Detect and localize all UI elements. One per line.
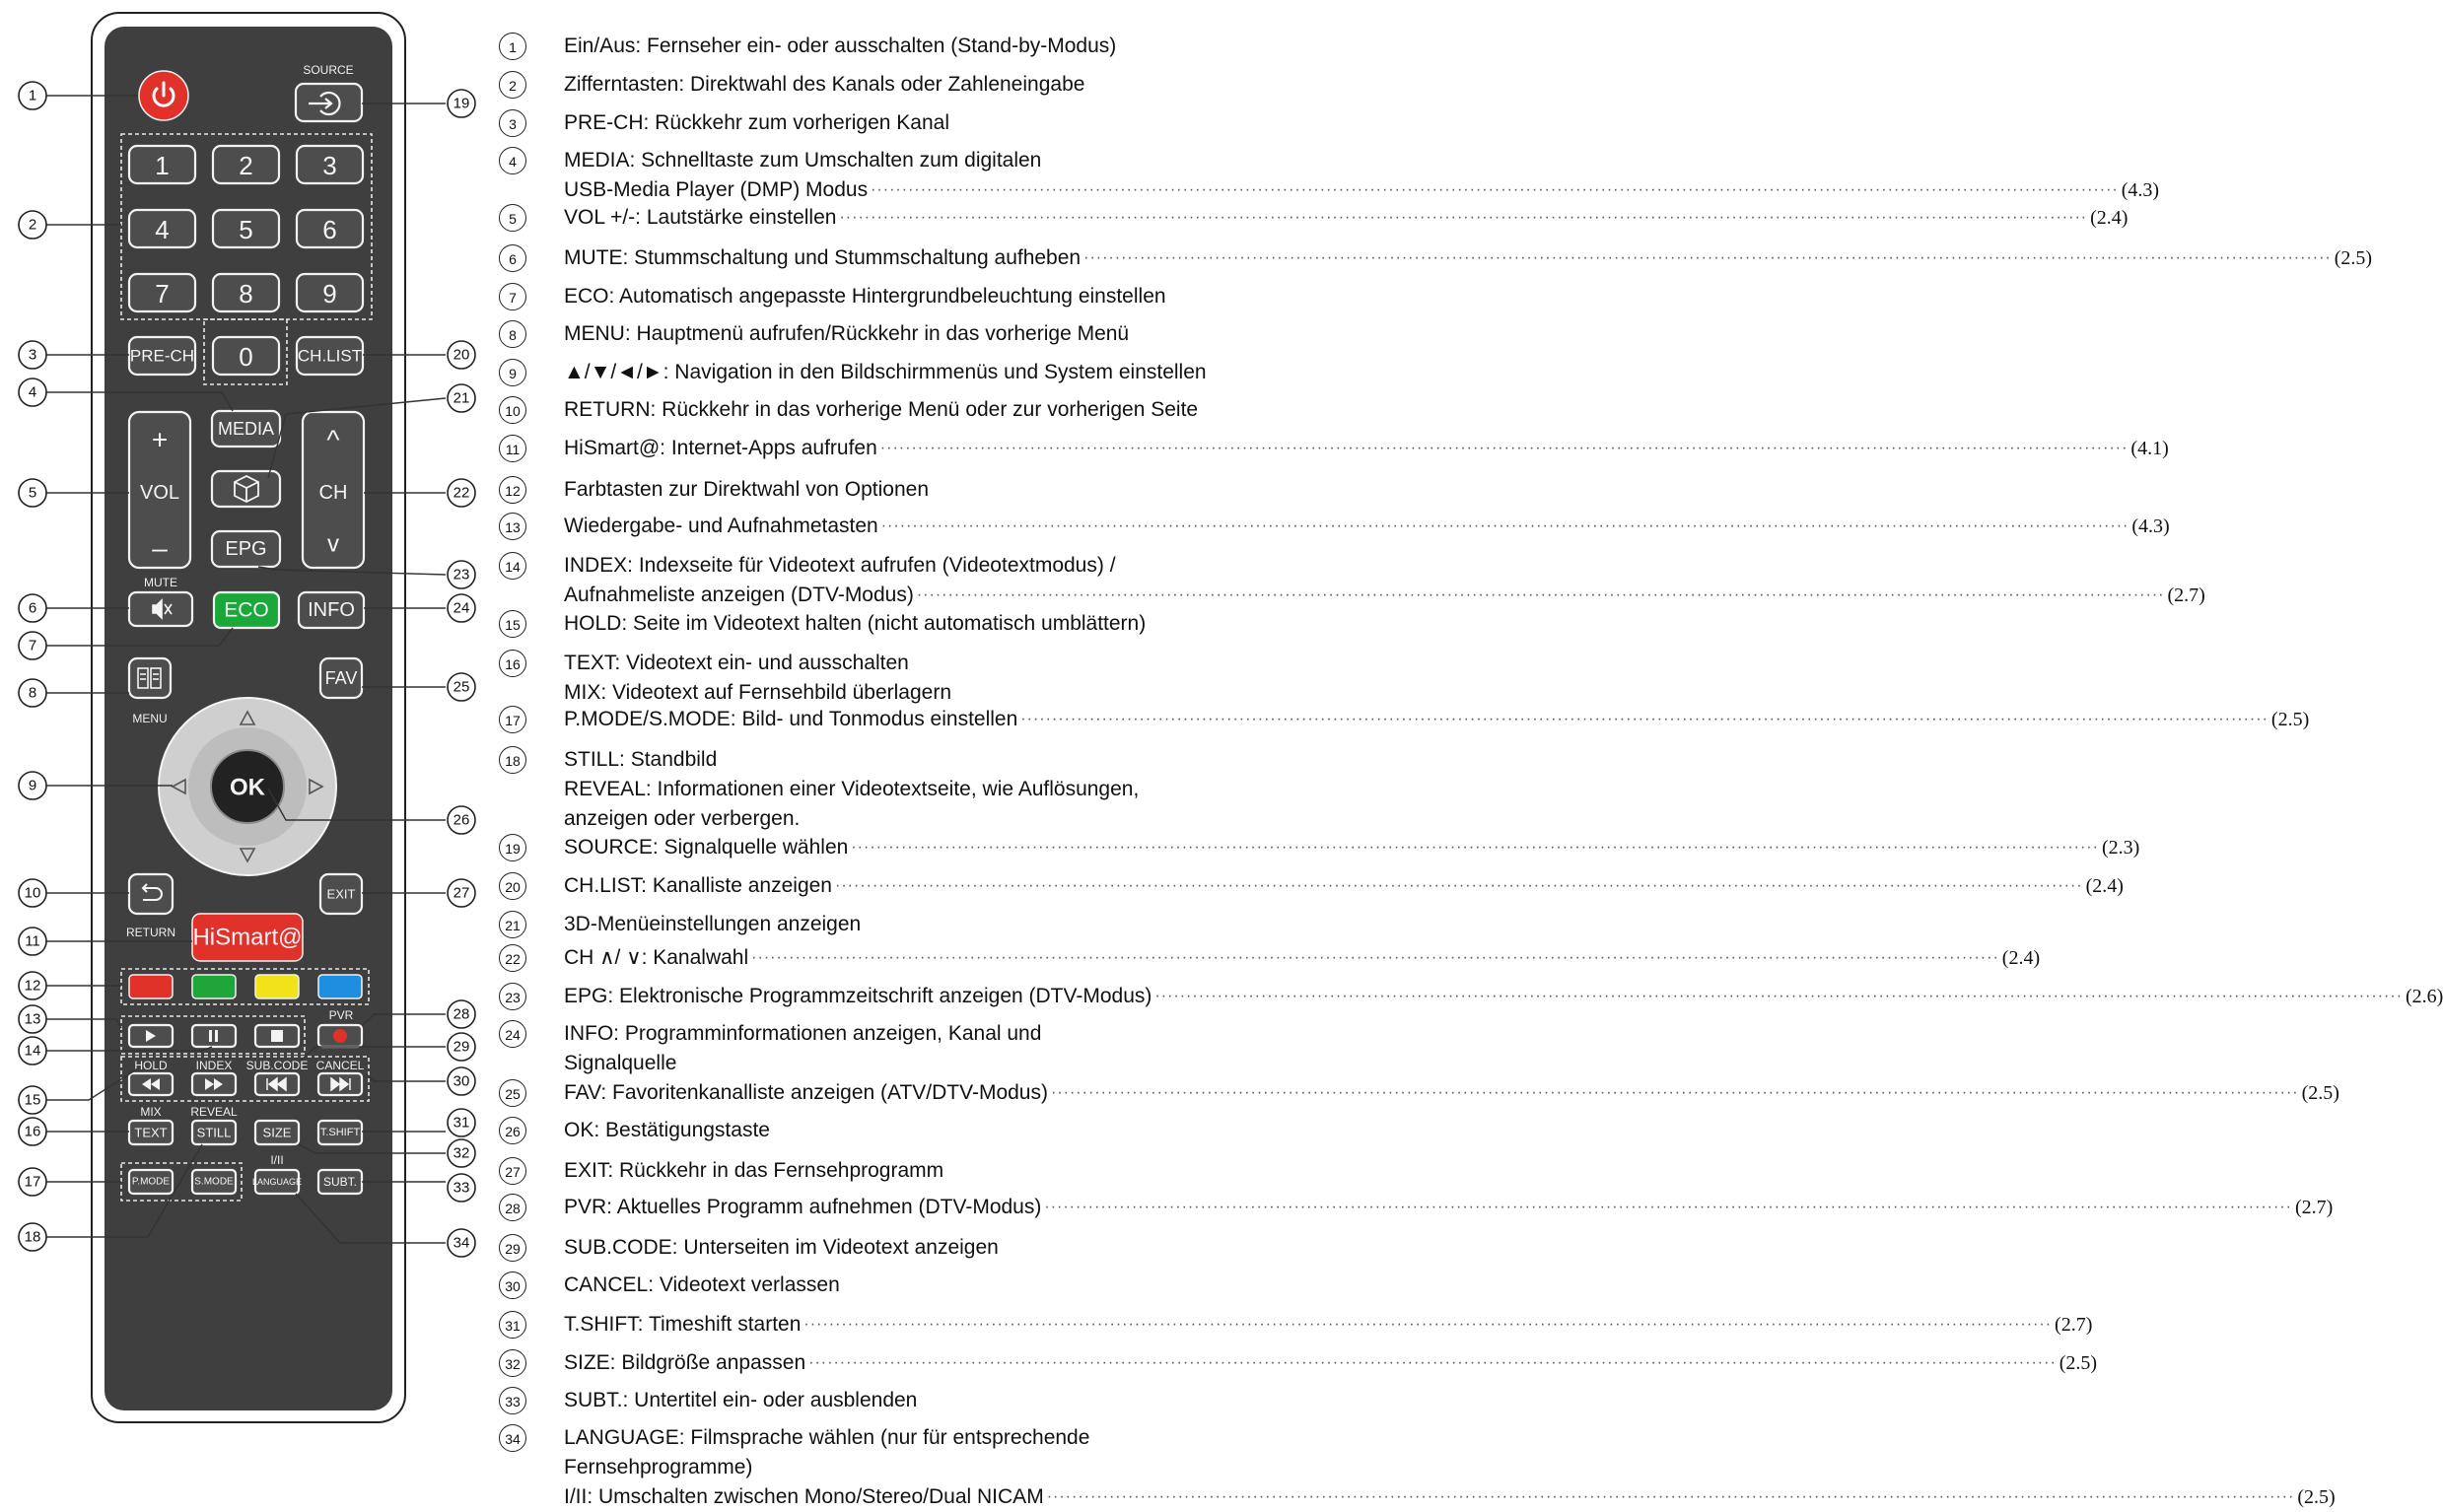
callout-number-15: 15 bbox=[24, 1091, 41, 1109]
text-label: TEXT bbox=[134, 1125, 168, 1140]
legend-description bbox=[564, 319, 1293, 349]
legend-text: Ein/Aus: Fernseher ein- oder ausschalten (Stand-by-Modus) bbox=[564, 34, 1117, 57]
legend-text: 3D-Menüeinstellungen anzeigen bbox=[564, 913, 862, 935]
legend-number: 17 bbox=[499, 706, 526, 733]
legend-description bbox=[564, 1271, 1293, 1300]
legend-text: Wiedergabe- und Aufnahmetasten bbox=[564, 515, 878, 537]
legend-line bbox=[564, 1049, 1293, 1078]
legend-number: 34 bbox=[499, 1424, 526, 1452]
return-button[interactable] bbox=[129, 874, 173, 914]
subcode-label: SUB.CODE bbox=[245, 1059, 309, 1072]
callout-number-8: 8 bbox=[28, 684, 37, 702]
legend-line bbox=[564, 1423, 1293, 1453]
legend-line bbox=[564, 678, 1293, 708]
callout-number-29: 29 bbox=[453, 1038, 470, 1056]
legend-number: 23 bbox=[499, 983, 526, 1010]
hold-label: HOLD bbox=[134, 1059, 168, 1072]
legend-line bbox=[564, 32, 1293, 61]
legend-description bbox=[564, 1156, 1293, 1186]
legend-text: MEDIA: Schnelltaste zum Umschalten zum digitalen bbox=[564, 149, 1042, 172]
ch-up-label: ^ bbox=[326, 424, 340, 455]
legend-line bbox=[564, 1116, 1293, 1145]
legend-description bbox=[564, 871, 2124, 901]
digit-label-2: 2 bbox=[239, 151, 253, 180]
legend-line bbox=[564, 146, 1293, 175]
callout-number-11: 11 bbox=[25, 932, 40, 950]
legend-text: SUBT.: Untertitel ein- oder ausblenden bbox=[564, 1389, 918, 1411]
section-reference: (2.6) bbox=[2406, 986, 2443, 1007]
smode-label: S.MODE bbox=[194, 1176, 234, 1188]
legend-line bbox=[564, 649, 1293, 678]
mix-label: MIX bbox=[140, 1105, 162, 1119]
dot-leader: ········································································································································································································ bbox=[839, 209, 2088, 226]
digit-label-5: 5 bbox=[239, 215, 253, 244]
callout-number-32: 32 bbox=[453, 1144, 470, 1162]
callout-number-4: 4 bbox=[28, 383, 37, 401]
legend-text: Aufnahmeliste anzeigen (DTV-Modus) bbox=[564, 584, 914, 606]
callout-number-21: 21 bbox=[453, 389, 470, 407]
legend-text: P.MODE/S.MODE: Bild- und Tonmodus einstellen bbox=[564, 708, 1018, 730]
dot-leader: ········································································································································································································ bbox=[835, 877, 2083, 894]
legend-number: 31 bbox=[499, 1311, 526, 1339]
callout-number-10: 10 bbox=[24, 884, 41, 902]
legend-description bbox=[564, 705, 2310, 734]
legend-line bbox=[564, 1156, 1293, 1186]
remote-control-diagram bbox=[0, 0, 493, 1512]
legend-number: 22 bbox=[499, 944, 526, 972]
legend-text: anzeigen oder verbergen. bbox=[564, 807, 801, 830]
section-reference: (2.4) bbox=[2001, 947, 2041, 969]
color-key-red[interactable] bbox=[129, 975, 173, 998]
legend-number: 10 bbox=[499, 396, 526, 424]
callout-number-26: 26 bbox=[453, 811, 470, 829]
legend-text: I/II: Umschalten zwischen Mono/Stereo/Dual NICAM bbox=[564, 1485, 1044, 1508]
legend-number: 15 bbox=[499, 610, 526, 638]
legend-text: RETURN: Rückkehr in das vorherige Menü oder zur vorherigen Seite bbox=[564, 398, 1199, 421]
legend-text: Fernsehprogramme) bbox=[564, 1456, 753, 1478]
legend-text: Signalquelle bbox=[564, 1052, 677, 1074]
callout-number-33: 33 bbox=[453, 1179, 470, 1197]
legend-number: 20 bbox=[499, 872, 526, 900]
i-ii-label: I/II bbox=[270, 1153, 284, 1167]
legend-text: CH ∧/ ∨: Kanalwahl bbox=[564, 946, 749, 969]
legend-line bbox=[564, 982, 2443, 1011]
callout-number-6: 6 bbox=[28, 599, 37, 617]
section-reference: (4.3) bbox=[2121, 179, 2160, 201]
color-key-blue[interactable] bbox=[318, 975, 362, 998]
legend-text: MUTE: Stummschaltung und Stummschaltung aufheben bbox=[564, 246, 1082, 269]
vol-label: VOL bbox=[139, 482, 180, 504]
legend-number: 1 bbox=[499, 33, 526, 60]
tshift-label: T.SHIFT bbox=[319, 1127, 361, 1138]
legend-description bbox=[564, 70, 1293, 100]
dot-leader: ········································································································································································································ bbox=[1044, 1199, 2292, 1215]
legend-text: PVR: Aktuelles Programm aufnehmen (DTV-Modus) bbox=[564, 1196, 1042, 1218]
section-reference: (2.5) bbox=[2059, 1352, 2098, 1374]
section-reference: (4.3) bbox=[2131, 515, 2170, 537]
legend-text: Zifferntasten: Direktwahl des Kanals oder Zahleneingabe bbox=[564, 73, 1085, 96]
legend-text: EXIT: Rückkehr in das Fernsehprogramm bbox=[564, 1159, 944, 1182]
legend-number: 8 bbox=[499, 320, 526, 348]
legend-line bbox=[564, 1193, 2334, 1222]
legend-line bbox=[564, 70, 1293, 100]
info-label: INFO bbox=[308, 599, 355, 621]
legend-line bbox=[564, 804, 1293, 834]
eco-label: ECO bbox=[224, 598, 269, 622]
record-icon bbox=[333, 1029, 347, 1043]
legend-description bbox=[564, 434, 2169, 463]
legend-description bbox=[564, 1423, 2336, 1512]
legend-number: 11 bbox=[499, 435, 526, 462]
legend-description bbox=[564, 1310, 2093, 1340]
section-reference: (2.7) bbox=[2055, 1314, 2093, 1336]
callout-number-17: 17 bbox=[24, 1173, 41, 1191]
pmode-label: P.MODE bbox=[131, 1176, 171, 1188]
legend-line bbox=[564, 203, 2129, 233]
legend-line bbox=[564, 175, 2160, 205]
ch-down-label: v bbox=[327, 530, 339, 558]
legend-text: VOL +/-: Lautstärke einstellen bbox=[564, 206, 837, 229]
callout-number-13: 13 bbox=[24, 1010, 41, 1028]
legend-line bbox=[564, 609, 1293, 639]
legend-text: OK: Bestätigungstaste bbox=[564, 1119, 770, 1141]
dot-leader: ········································································································································································································ bbox=[1046, 1488, 2295, 1505]
callout-number-30: 30 bbox=[453, 1072, 470, 1090]
legend-line bbox=[564, 434, 2169, 463]
section-reference: (4.1) bbox=[2130, 438, 2169, 459]
callout-number-18: 18 bbox=[24, 1228, 41, 1246]
color-key-yellow[interactable] bbox=[255, 975, 299, 998]
section-reference: (2.5) bbox=[2301, 1082, 2339, 1104]
reveal-label: REVEAL bbox=[190, 1105, 238, 1119]
legend-line bbox=[564, 551, 1293, 581]
return-label: RETURN bbox=[126, 926, 175, 939]
exit-label: EXIT bbox=[326, 886, 356, 902]
legend-description bbox=[564, 1116, 1293, 1145]
section-reference: (2.7) bbox=[2167, 584, 2205, 606]
legend-line bbox=[564, 745, 1293, 775]
legend-number: 30 bbox=[499, 1271, 526, 1299]
dot-leader: ········································································································································································································ bbox=[751, 949, 1999, 966]
callout-number-24: 24 bbox=[453, 599, 470, 617]
legend-text: INDEX: Indexseite für Videotext aufrufen (Videotextmodus) / bbox=[564, 554, 1116, 577]
legend-number: 9 bbox=[499, 359, 526, 386]
legend-text: FAV: Favoritenkanalliste anzeigen (ATV/DTV-Modus) bbox=[564, 1081, 1048, 1104]
legend-text: SIZE: Bildgröße anpassen bbox=[564, 1351, 806, 1374]
legend-line bbox=[564, 319, 1293, 349]
legend-number: 4 bbox=[499, 147, 526, 174]
fav-label: FAV bbox=[324, 668, 358, 688]
legend-description bbox=[564, 512, 2170, 541]
legend-line bbox=[564, 775, 1293, 804]
callout-number-5: 5 bbox=[28, 484, 37, 502]
legend-description bbox=[564, 282, 1293, 311]
legend-description bbox=[564, 649, 1293, 708]
legend-line bbox=[564, 1271, 1293, 1300]
menu-label: MENU bbox=[132, 712, 168, 725]
callout-number-12: 12 bbox=[24, 977, 41, 995]
section-reference: (2.4) bbox=[2090, 207, 2129, 229]
legend-number: 26 bbox=[499, 1117, 526, 1144]
section-reference: (2.5) bbox=[2334, 247, 2373, 269]
legend-text: TEXT: Videotext ein- und ausschalten bbox=[564, 652, 909, 674]
media-label: MEDIA bbox=[217, 419, 275, 439]
vol-plus-label: + bbox=[151, 424, 169, 455]
size-label: SIZE bbox=[262, 1125, 292, 1140]
dot-leader: ········································································································································································································ bbox=[808, 1354, 2057, 1371]
legend-text: Farbtasten zur Direktwahl von Optionen bbox=[564, 478, 930, 501]
legend-text: HOLD: Seite im Videotext halten (nicht automatisch umblättern) bbox=[564, 612, 1147, 635]
dot-leader: ········································································································································································································ bbox=[916, 586, 2165, 603]
stop-icon bbox=[271, 1030, 283, 1042]
dot-leader: ········································································································································································································ bbox=[879, 440, 2129, 456]
legend-number: 27 bbox=[499, 1157, 526, 1185]
legend-line bbox=[564, 1386, 1293, 1415]
legend-description bbox=[564, 551, 2205, 610]
legend-line bbox=[564, 833, 2140, 862]
legend-description bbox=[564, 982, 2443, 1011]
ch-label: CH bbox=[318, 482, 348, 504]
digit-label-8: 8 bbox=[239, 279, 253, 309]
legend-number: 25 bbox=[499, 1079, 526, 1107]
dot-leader: ········································································································································································································ bbox=[1020, 711, 2268, 727]
legend-description bbox=[564, 943, 2041, 973]
legend-text: MENU: Hauptmenü aufrufen/Rückkehr in das vorherige Menü bbox=[564, 322, 1130, 345]
legend-text: CH.LIST: Kanalliste anzeigen bbox=[564, 874, 832, 897]
legend-number: 24 bbox=[499, 1020, 526, 1048]
callout-number-16: 16 bbox=[24, 1123, 41, 1140]
legend-number: 3 bbox=[499, 109, 526, 137]
legend-description bbox=[564, 243, 2373, 273]
legend-line bbox=[564, 581, 2205, 610]
legend-line bbox=[564, 1078, 2339, 1108]
legend-text: HiSmart@: Internet-Apps aufrufen bbox=[564, 437, 877, 459]
still-label: STILL bbox=[196, 1125, 232, 1140]
pause-button[interactable] bbox=[192, 1025, 236, 1047]
legend-text: USB-Media Player (DMP) Modus bbox=[564, 178, 869, 201]
dot-leader: ········································································································································································································ bbox=[1154, 988, 2404, 1004]
legend-number: 12 bbox=[499, 476, 526, 504]
callout-number-3: 3 bbox=[28, 346, 37, 364]
callout-number-28: 28 bbox=[453, 1005, 470, 1023]
legend-number: 5 bbox=[499, 204, 526, 232]
dot-leader: ········································································································································································································ bbox=[1050, 1084, 2299, 1101]
mute-label: MUTE bbox=[144, 576, 177, 589]
legend-text: EPG: Elektronische Programmzeitschrift anzeigen (DTV-Modus) bbox=[564, 985, 1152, 1007]
legend-number: 6 bbox=[499, 244, 526, 272]
legend-description bbox=[564, 358, 1293, 387]
legend-text: ▲/▼/◄/►: Navigation in den Bildschirmmenüs und System einstellen bbox=[564, 361, 1207, 383]
dot-leader: ········································································································································································································ bbox=[1083, 249, 2332, 266]
legend-description bbox=[564, 395, 1293, 425]
section-reference: (2.5) bbox=[2270, 709, 2310, 730]
legend-number: 19 bbox=[499, 834, 526, 861]
legend-line bbox=[564, 871, 2124, 901]
legend-text: INFO: Programminformationen anzeigen, Kanal und bbox=[564, 1022, 1042, 1045]
legend-description bbox=[564, 1348, 2098, 1378]
legend-line bbox=[564, 243, 2373, 273]
legend-text: MIX: Videotext auf Fernsehbild überlagern bbox=[564, 681, 952, 704]
legend-line bbox=[564, 1482, 2336, 1512]
vol-minus-label: – bbox=[152, 532, 168, 564]
subt-label: SUBT. bbox=[322, 1175, 358, 1189]
pvr-label: PVR bbox=[328, 1008, 354, 1022]
legend-number: 33 bbox=[499, 1387, 526, 1414]
legend-description bbox=[564, 1233, 1293, 1263]
dot-leader: ········································································································································································································ bbox=[803, 1316, 2053, 1333]
legend-line bbox=[564, 358, 1293, 387]
legend-number: 13 bbox=[499, 513, 526, 540]
section-reference: (2.3) bbox=[2101, 837, 2140, 859]
callout-number-20: 20 bbox=[453, 346, 470, 364]
legend-description bbox=[564, 1078, 2339, 1108]
digit-label-6: 6 bbox=[322, 215, 337, 244]
color-key-green[interactable] bbox=[192, 975, 236, 998]
legend-line bbox=[564, 108, 1293, 138]
legend-text: ECO: Automatisch angepasste Hintergrundbeleuchtung einstellen bbox=[564, 285, 1166, 308]
legend-line bbox=[564, 1019, 1293, 1049]
legend-number: 14 bbox=[499, 552, 526, 580]
menu-button[interactable] bbox=[129, 658, 171, 698]
legend-description bbox=[564, 1193, 2334, 1222]
hismart-label: HiSmart@ bbox=[192, 924, 303, 951]
legend-text: REVEAL: Informationen einer Videotextseite, wie Auflösungen, bbox=[564, 778, 1140, 800]
section-reference: (2.7) bbox=[2294, 1197, 2334, 1218]
legend-number: 18 bbox=[499, 746, 526, 774]
legend-description bbox=[564, 203, 2129, 233]
epg-label: EPG bbox=[225, 538, 267, 560]
legend-text: STILL: Standbild bbox=[564, 748, 718, 771]
callout-number-22: 22 bbox=[453, 484, 470, 502]
legend-description bbox=[564, 833, 2140, 862]
digit-label-7: 7 bbox=[155, 279, 170, 309]
legend-line bbox=[564, 705, 2310, 734]
legend-line bbox=[564, 910, 1293, 939]
legend-number: 7 bbox=[499, 283, 526, 310]
section-reference: (2.4) bbox=[2085, 875, 2124, 897]
cancel-label: CANCEL bbox=[315, 1059, 365, 1072]
legend-text: SOURCE: Signalquelle wählen bbox=[564, 836, 849, 859]
legend-number: 2 bbox=[499, 71, 526, 99]
legend-line bbox=[564, 282, 1293, 311]
legend bbox=[493, 0, 2443, 1512]
dot-leader: ········································································································································································································ bbox=[880, 517, 2129, 534]
legend-description bbox=[564, 1386, 1293, 1415]
legend-line bbox=[564, 1348, 2098, 1378]
section-reference: (2.5) bbox=[2297, 1486, 2336, 1508]
callout-number-1: 1 bbox=[28, 87, 37, 104]
callout-number-25: 25 bbox=[453, 678, 470, 696]
legend-number: 29 bbox=[499, 1234, 526, 1262]
ok-label: OK bbox=[230, 774, 265, 801]
legend-text: CANCEL: Videotext verlassen bbox=[564, 1273, 840, 1296]
callout-number-19: 19 bbox=[453, 95, 470, 112]
prech-label: PRE-CH bbox=[129, 346, 195, 366]
callout-number-14: 14 bbox=[24, 1042, 41, 1060]
legend-line bbox=[564, 512, 2170, 541]
callout-number-7: 7 bbox=[28, 637, 37, 654]
legend-line bbox=[564, 475, 1293, 505]
legend-description bbox=[564, 1019, 1293, 1078]
legend-line bbox=[564, 395, 1293, 425]
digit-label-4: 4 bbox=[155, 215, 170, 244]
digit-keypad bbox=[129, 146, 363, 311]
legend-number: 28 bbox=[499, 1194, 526, 1221]
callout-number-31: 31 bbox=[453, 1114, 470, 1132]
legend-description bbox=[564, 609, 1293, 639]
legend-text: SUB.CODE: Unterseiten im Videotext anzeigen bbox=[564, 1236, 999, 1259]
legend-text: PRE-CH: Rückkehr zum vorherigen Kanal bbox=[564, 111, 949, 134]
dot-leader: ········································································································································································································ bbox=[871, 181, 2119, 198]
legend-line bbox=[564, 1310, 2093, 1340]
legend-number: 21 bbox=[499, 911, 526, 938]
legend-line bbox=[564, 943, 2041, 973]
source-label: SOURCE bbox=[303, 63, 354, 77]
callout-number-34: 34 bbox=[453, 1234, 470, 1252]
legend-description bbox=[564, 32, 1293, 61]
callout-number-2: 2 bbox=[28, 216, 37, 234]
language-label: LANGUAGE bbox=[251, 1177, 303, 1187]
digit-label-1: 1 bbox=[155, 151, 170, 180]
legend-line bbox=[564, 1233, 1293, 1263]
legend-number: 16 bbox=[499, 650, 526, 677]
legend-description bbox=[564, 475, 1293, 505]
callout-number-27: 27 bbox=[453, 884, 470, 902]
legend-description bbox=[564, 108, 1293, 138]
index-label: INDEX bbox=[195, 1059, 233, 1072]
chlist-label: CH.LIST bbox=[297, 346, 363, 366]
legend-text: T.SHIFT: Timeshift starten bbox=[564, 1313, 802, 1336]
legend-description bbox=[564, 910, 1293, 939]
digit-label-9: 9 bbox=[322, 279, 337, 309]
legend-number: 32 bbox=[499, 1349, 526, 1377]
callout-number-9: 9 bbox=[28, 777, 37, 794]
legend-line bbox=[564, 1453, 1293, 1482]
legend-description bbox=[564, 745, 1293, 834]
digit-label-0: 0 bbox=[239, 342, 253, 372]
legend-description bbox=[564, 146, 2160, 205]
digit-label-3: 3 bbox=[322, 151, 337, 180]
legend-text: LANGUAGE: Filmsprache wählen (nur für entsprechende bbox=[564, 1426, 1090, 1449]
callout-number-23: 23 bbox=[453, 566, 470, 584]
dot-leader: ········································································································································································································ bbox=[851, 839, 2099, 856]
